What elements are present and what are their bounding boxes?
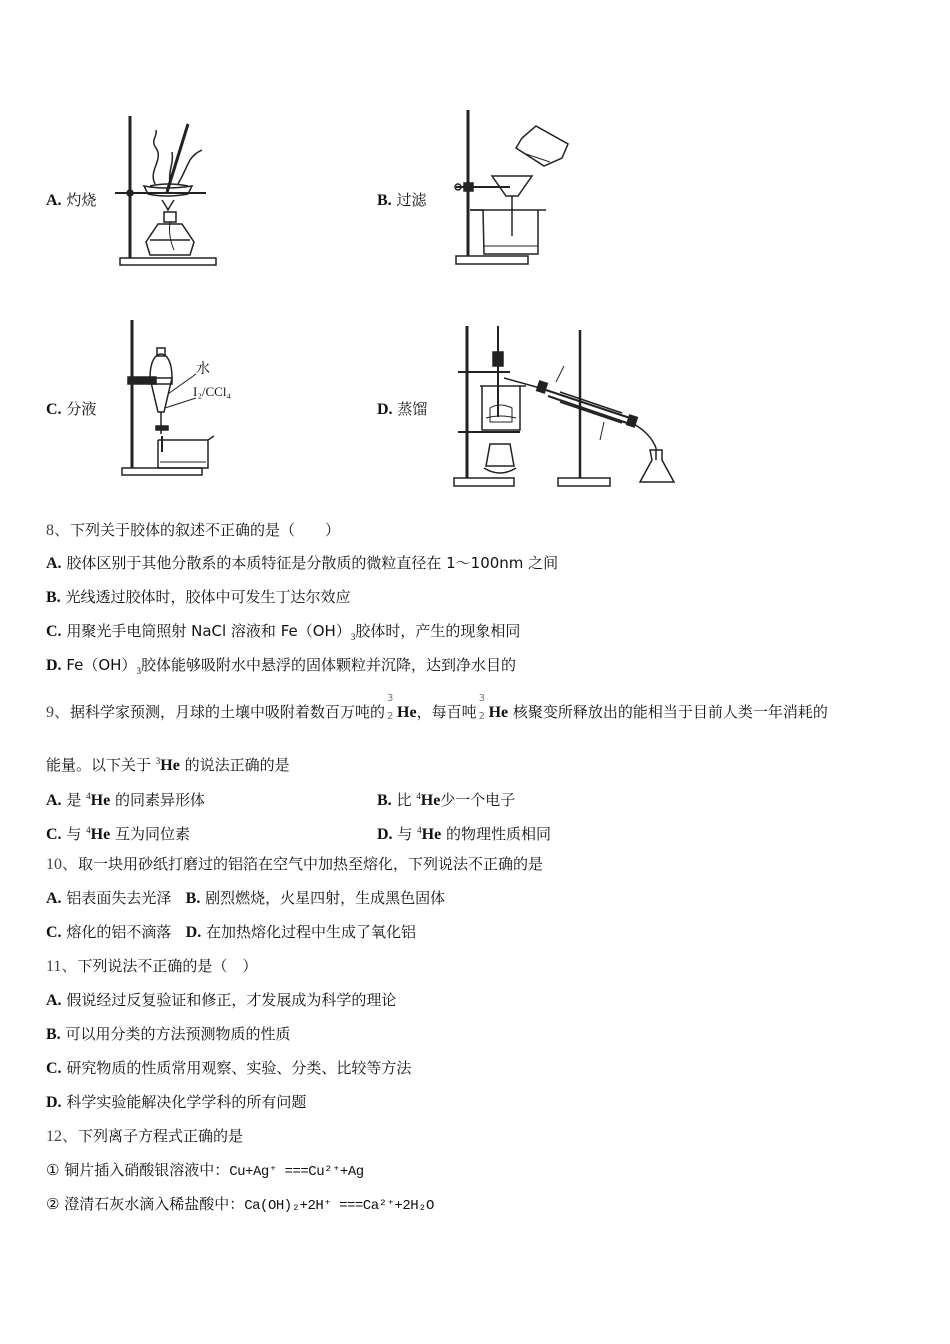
question-9-stem-line-2: 能量。以下关于 $^3$He 的说法正确的是 — [46, 756, 290, 774]
question-12-stem: 12、下列离子方程式正确的是 — [46, 1127, 244, 1145]
figure-a-label: A. 灼烧 — [46, 191, 97, 209]
q11-option-b: B. 可以用分类的方法预测物质的性质 — [46, 1025, 291, 1043]
q10-options-ab: A. 铝表面失去光泽 B. 剧烈燃烧，火星四射，生成黑色固体 — [46, 889, 446, 907]
q8-option-a: A. 胶体区别于其他分散系的本质特征是分散质的微粒直径在 1～100nm 之间 — [46, 554, 559, 572]
q9-option-d: D. 与 $^4$He 的物理性质相同 — [377, 825, 551, 843]
q11-option-a: A. 假说经过反复验证和修正，才发展成为科学的理论 — [46, 991, 397, 1009]
figure-d-label: D. 蒸馏 — [377, 400, 428, 418]
q11-option-d: D. 科学实验能解决化学学科的所有问题 — [46, 1093, 307, 1111]
annotation-water: 水 — [196, 361, 210, 377]
q9-option-b: B. 比 $^4$He少一个电子 — [377, 791, 516, 809]
question-11-stem: 11、下列说法不正确的是（ ） — [46, 957, 258, 975]
annotation-i2-ccl4: I₂/CCl₄ — [193, 384, 231, 399]
q12-item-1: ① 铜片插入硝酸银溶液中：Cu+Ag⁺ ===Cu²⁺+Ag — [46, 1161, 364, 1180]
q9-option-a: A. 是 $^4$He 的同素异形体 — [46, 791, 205, 809]
q12-item-2: ② 澄清石灰水滴入稀盐酸中：Ca(OH)₂+2H⁺ ===Ca²⁺+2H₂O — [46, 1195, 434, 1214]
question-9-stem-line-1: 9、据科学家预测，月球的土壤中吸附着数百万吨的 3 2 He，每百吨 3 2 He 核聚变所释放出的能相当于目前人类一年消耗的 — [46, 692, 828, 722]
q11-option-c: C. 研究物质的性质常用观察、实验、分类、比较等方法 — [46, 1059, 412, 1077]
question-8-stem: 8、下列关于胶体的叙述不正确的是（ ） — [46, 521, 341, 539]
nuclide-notation: 3 2 — [387, 692, 394, 722]
q8-option-c: C. 用聚光手电筒照射 NaCl 溶液和 $Fe(OH)_3$胶体时，产生的现象相同 — [46, 622, 521, 642]
filtration-apparatus-figure — [450, 108, 575, 268]
distillation-apparatus-figure — [450, 322, 680, 487]
nuclide-notation: 3 2 — [478, 692, 485, 722]
q8-option-d: D. $Fe(OH)_3$胶体能够吸附水中悬浮的固体颗粒并沉降，达到净水目的 — [46, 656, 516, 676]
q10-options-cd: C. 熔化的铝不滴落 D. 在加热熔化过程中生成了氧化铝 — [46, 923, 417, 941]
q9-option-c: C. 与 $^4$He 互为同位素 — [46, 825, 190, 843]
figure-b-label: B. 过滤 — [377, 191, 427, 209]
figure-c-label: C. 分液 — [46, 400, 97, 418]
q8-option-b: B. 光线透过胶体时，胶体中可发生丁达尔效应 — [46, 588, 351, 606]
crucible-heating-apparatus-figure — [110, 112, 220, 268]
question-10-stem: 10、取一块用砂纸打磨过的铝箔在空气中加热至熔化，下列说法不正确的是 — [46, 855, 544, 873]
